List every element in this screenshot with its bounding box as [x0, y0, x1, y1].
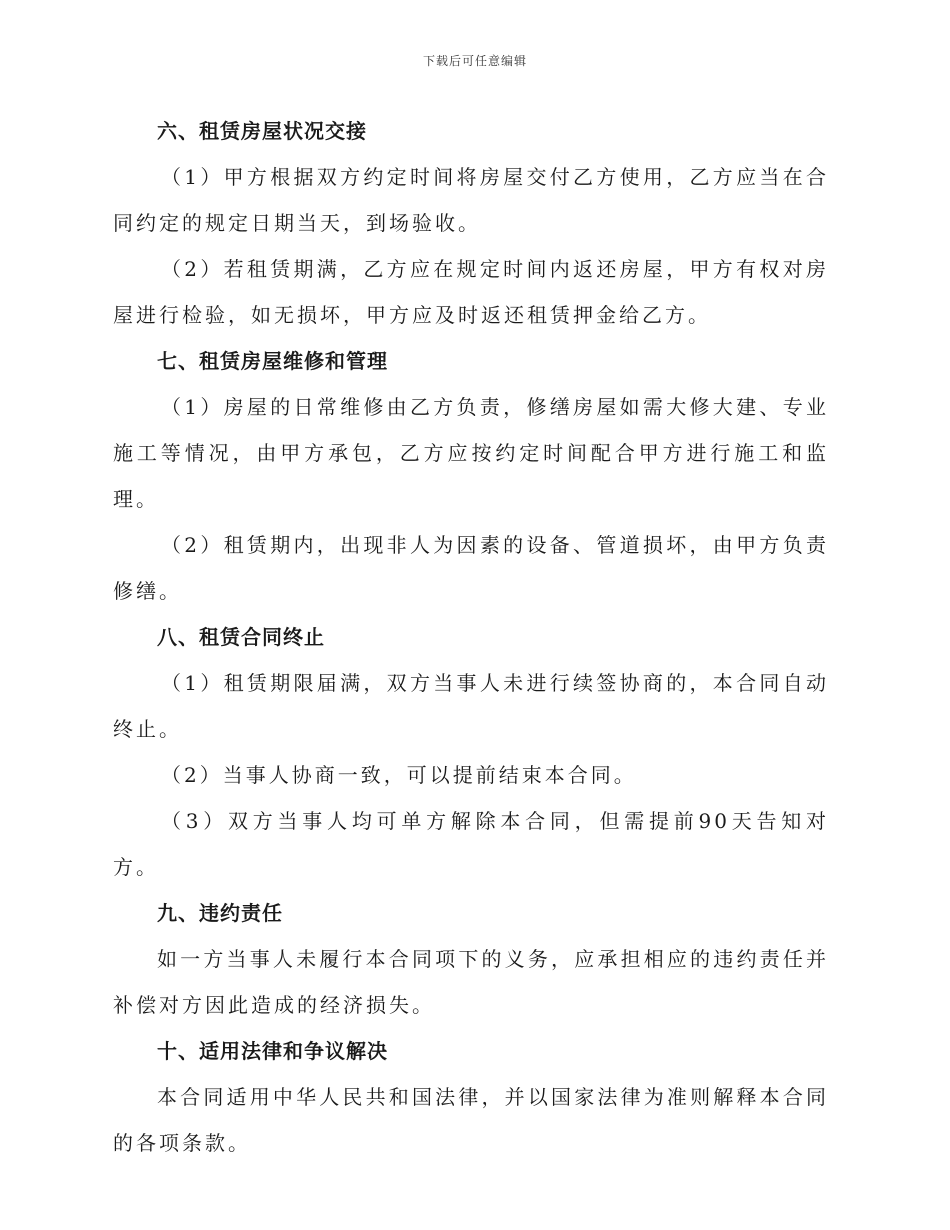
- clause-paragraph: （1）房屋的日常维修由乙方负责，修缮房屋如需大修大建、专业施工等情况，由甲方承包，乙方应按约定时间配合甲方进行施工和监理。: [113, 395, 829, 511]
- section-nine: [113, 890, 829, 1028]
- section-ten: [113, 1028, 829, 1166]
- section-heading: 八、租赁合同终止: [157, 625, 325, 649]
- clause-paragraph: （1）租赁期限届满，双方当事人未进行续签协商的，本合同自动终止。: [113, 671, 829, 741]
- clause-paragraph: 本合同适用中华人民共和国法律，并以国家法律为准则解释本合同的各项条款。: [113, 1085, 829, 1155]
- clause-paragraph: （1）甲方根据双方约定时间将房屋交付乙方使用，乙方应当在合同约定的规定日期当天，到场验收。: [113, 165, 829, 235]
- section-heading: 十、适用法律和争议解决: [157, 1039, 388, 1063]
- page-header-note: 下载后可任意编辑: [422, 54, 527, 68]
- clause-paragraph: （2）当事人协商一致，可以提前结束本合同。: [161, 763, 637, 787]
- section-heading: 九、违约责任: [157, 901, 283, 925]
- section-heading: 七、租赁房屋维修和管理: [157, 349, 388, 373]
- section-heading: 六、租赁房屋状况交接: [157, 119, 367, 143]
- section-eight: [113, 614, 829, 890]
- section-six: [113, 108, 829, 338]
- clause-paragraph: （2）租赁期内，出现非人为因素的设备、管道损坏，由甲方负责修缮。: [113, 533, 829, 603]
- section-seven: [113, 338, 829, 614]
- clause-paragraph: （2）若租赁期满，乙方应在规定时间内返还房屋，甲方有权对房屋进行检验，如无损坏，甲方应及时返还租赁押金给乙方。: [113, 257, 829, 327]
- clause-paragraph: 如一方当事人未履行本合同项下的义务，应承担相应的违约责任并补偿对方因此造成的经济损失。: [113, 947, 829, 1017]
- document-body: [113, 108, 829, 1166]
- clause-paragraph: （3）双方当事人均可单方解除本合同，但需提前90天告知对方。: [113, 809, 829, 879]
